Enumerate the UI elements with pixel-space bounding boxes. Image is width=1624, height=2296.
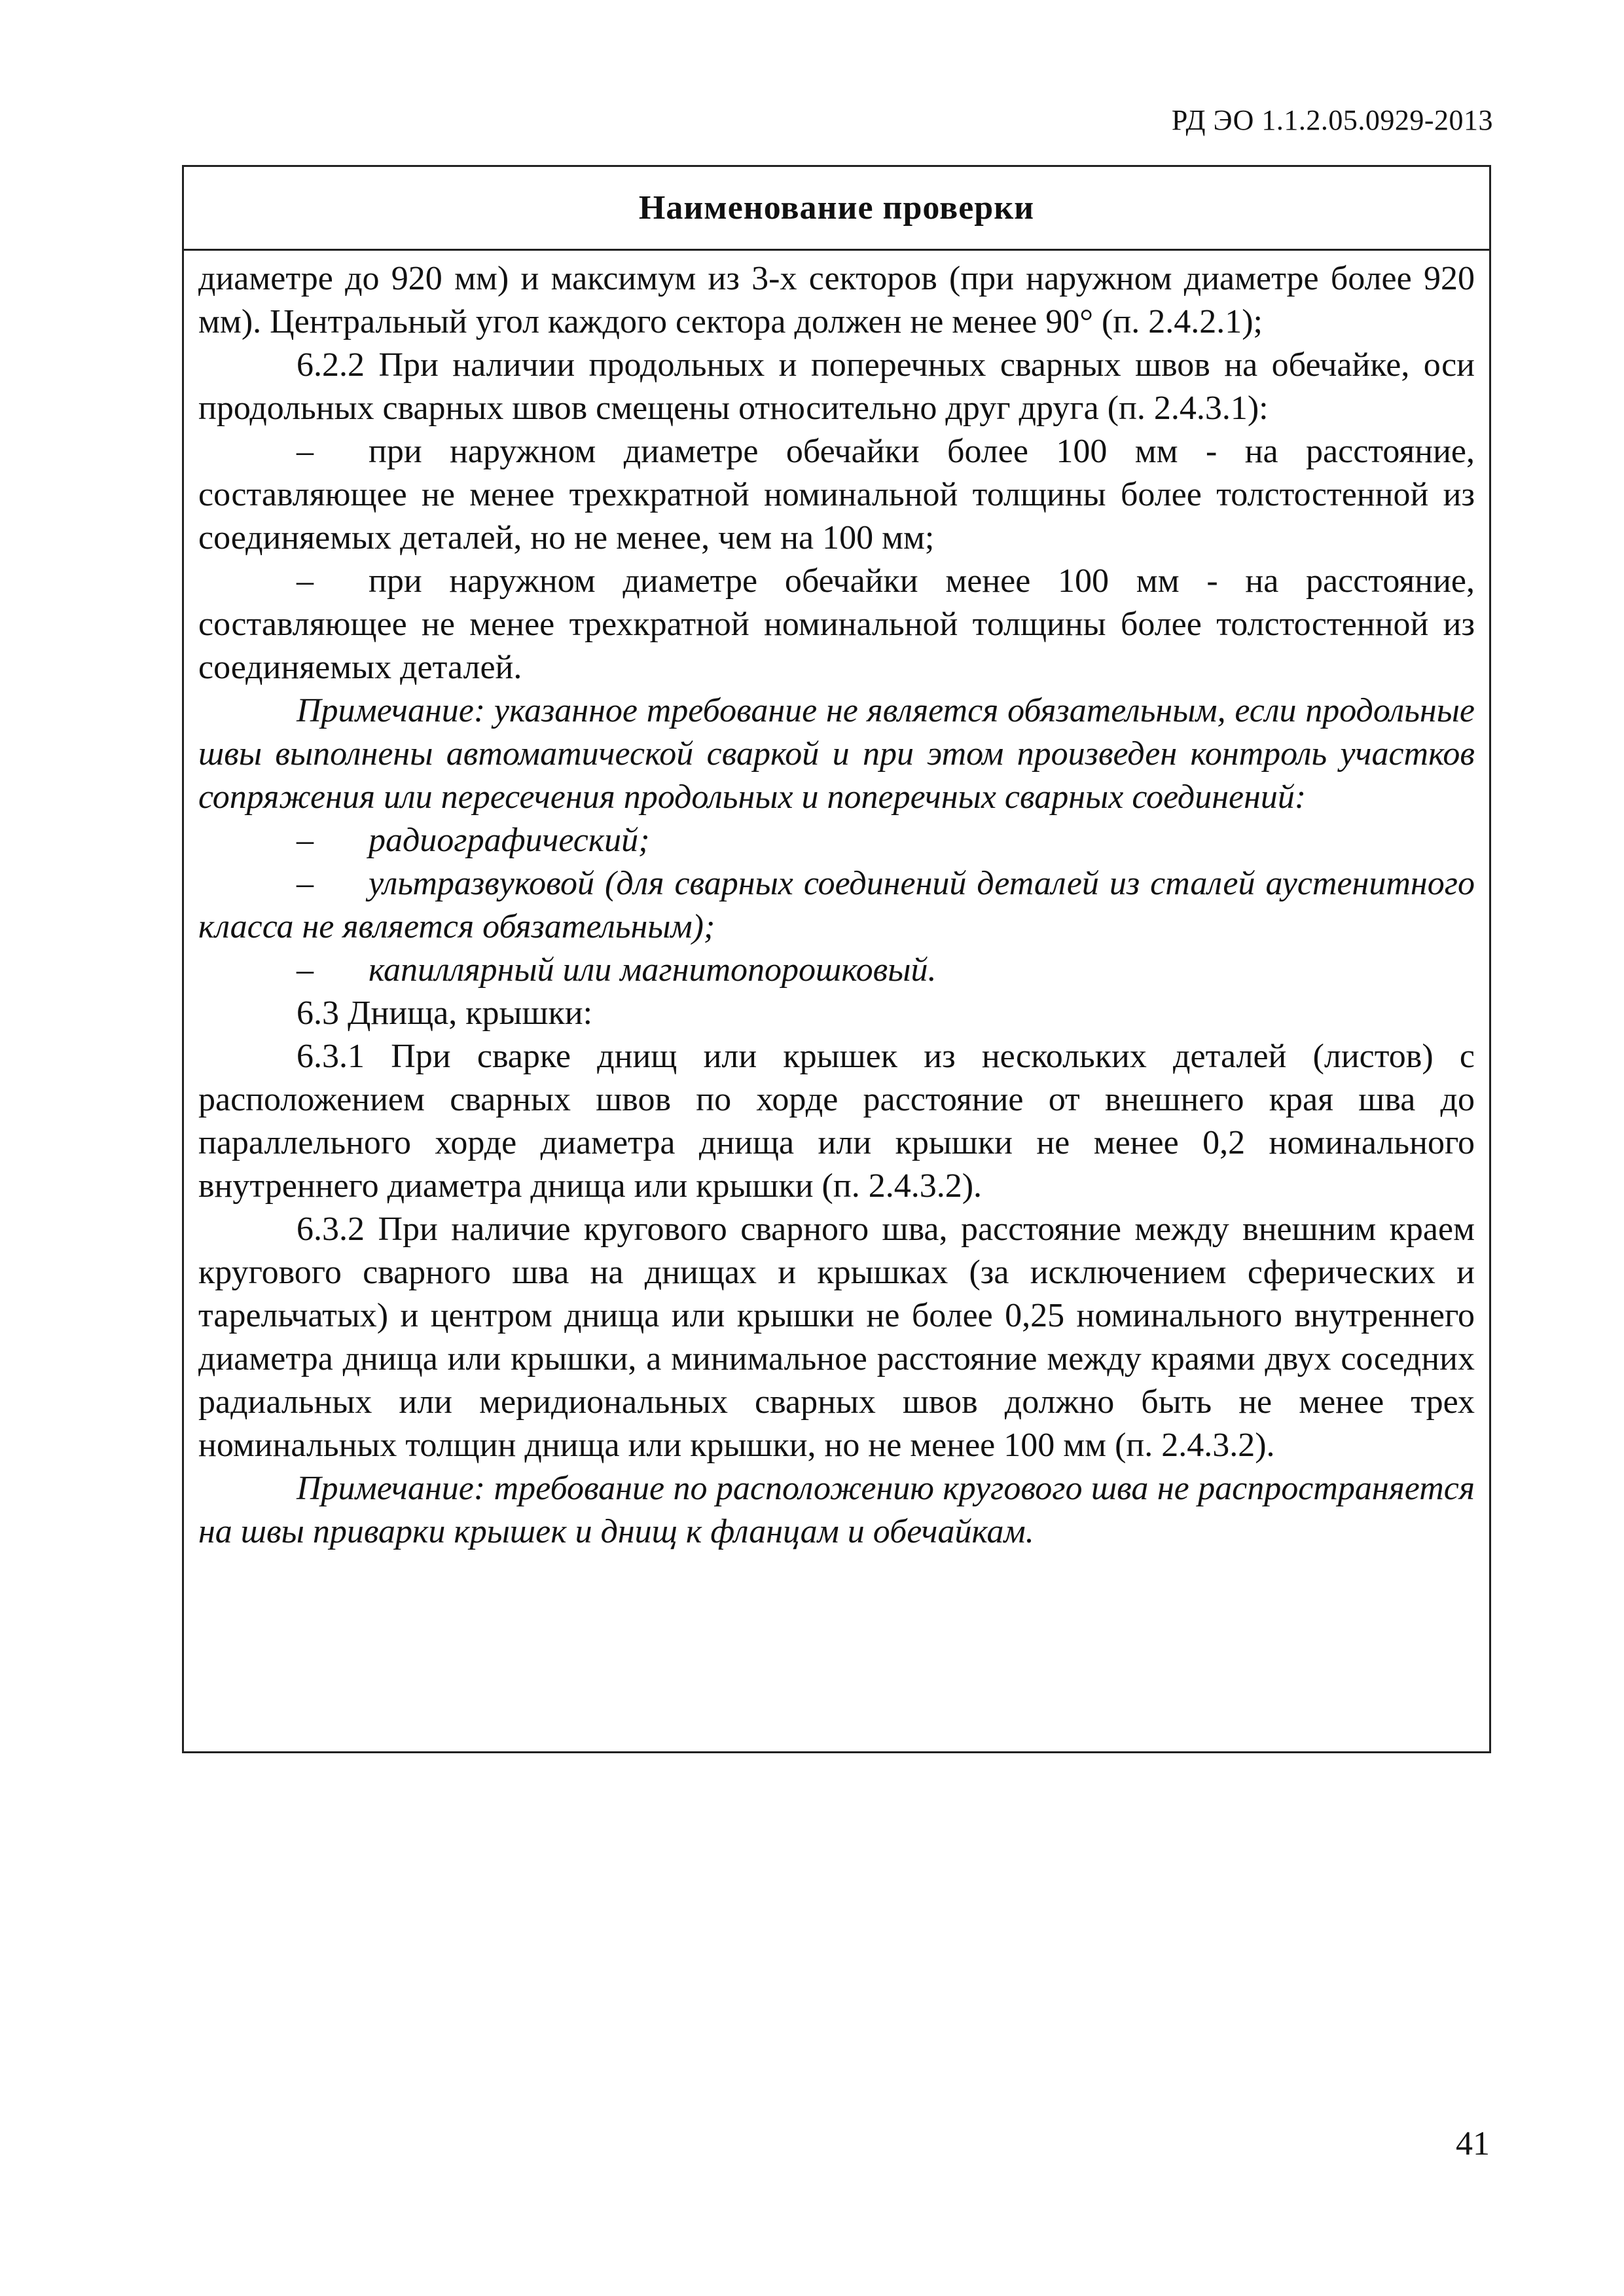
list-item bbox=[198, 430, 1475, 560]
paragraph-text: 6.3 Днища, крышки: bbox=[297, 994, 593, 1032]
note-item-text: ультразвуковой (для сварных соединений деталей из сталей аустенитного класса не является обязательным); bbox=[198, 865, 1475, 945]
note-list-item bbox=[198, 949, 1475, 992]
dash-marker: – bbox=[297, 562, 314, 600]
note-list-item bbox=[198, 862, 1475, 949]
dash-marker: – bbox=[297, 822, 314, 859]
paragraph-text: 6.2.2 При наличии продольных и поперечных сварных швов на обечайке, оси продольных сварных швов смещены относительно друг друга (п. 2.4.3.1): bbox=[198, 346, 1475, 427]
note-text: Примечание: указанное требование не является обязательным, если продольные швы выполнены автоматической сваркой и при этом произведен контроль участков сопряжения или пересечения продольных и поперечных сварных соединений: bbox=[198, 692, 1475, 816]
list-item-text: при наружном диаметре обечайки менее 100 мм - на расстояние, составляющее не менее трехкратной номинальной толщины более толстостенной из соединяемых деталей. bbox=[198, 562, 1475, 686]
paragraph-continuation bbox=[198, 257, 1475, 344]
paragraph-text: диаметре до 920 мм) и максимум из 3-х секторов (при наружном диаметре более 920 мм). Центральный угол каждого сектора должен не менее 90° (п. 2.4.2.1); bbox=[198, 260, 1475, 340]
note-paragraph bbox=[198, 689, 1475, 819]
list-item-text: при наружном диаметре обечайки более 100 мм - на расстояние, составляющее не менее трехкратной номинальной толщины более толстостенной из соединяемых деталей, но не менее, чем на 100 мм; bbox=[198, 433, 1475, 556]
note-list-item bbox=[198, 819, 1475, 862]
check-table bbox=[182, 165, 1491, 1753]
paragraph-6-3-1 bbox=[198, 1035, 1475, 1208]
dash-marker: – bbox=[297, 951, 314, 989]
paragraph-6-3-2 bbox=[198, 1208, 1475, 1467]
section-heading-6-3 bbox=[198, 992, 1475, 1035]
table-body bbox=[184, 251, 1489, 1554]
page-number: 41 bbox=[1456, 2125, 1490, 2162]
document-code: РД ЭО 1.1.2.05.0929-2013 bbox=[1171, 104, 1493, 136]
dash-marker: – bbox=[297, 433, 314, 470]
paragraph-6-2-2 bbox=[198, 344, 1475, 430]
paragraph-text: 6.3.2 При наличие кругового сварного шва, расстояние между внешним краем кругового сварного шва на днищах и крышках (за исключением сферических и тарельчатых) и центром днища или крышки не более 0,25 номинального внутреннего диаметра днища или крышки, а минимальное расстояние между краями двух соседних радиальных или меридиональных сварных швов должно быть не менее трех номинальных толщин днища или крышки, но не менее 100 мм (п. 2.4.3.2). bbox=[198, 1211, 1475, 1464]
dash-marker: – bbox=[297, 865, 314, 902]
list-item bbox=[198, 560, 1475, 689]
table-column-header: Наименование проверки bbox=[184, 167, 1489, 251]
note-item-text: капиллярный или магнитопорошковый. bbox=[369, 951, 937, 989]
note-text: Примечание: требование по расположению кругового шва не распространяется на швы приварки крышек и днищ к фланцам и обечайкам. bbox=[198, 1470, 1475, 1550]
note-item-text: радиографический; bbox=[369, 822, 650, 859]
note-paragraph bbox=[198, 1467, 1475, 1554]
paragraph-text: 6.3.1 При сварке днищ или крышек из нескольких деталей (листов) с расположением сварных швов по хорде расстояние от внешнего края шва до параллельного хорде диаметра днища или крышки не менее 0,2 номинального внутреннего диаметра днища или крышки (п. 2.4.3.2). bbox=[198, 1038, 1475, 1205]
